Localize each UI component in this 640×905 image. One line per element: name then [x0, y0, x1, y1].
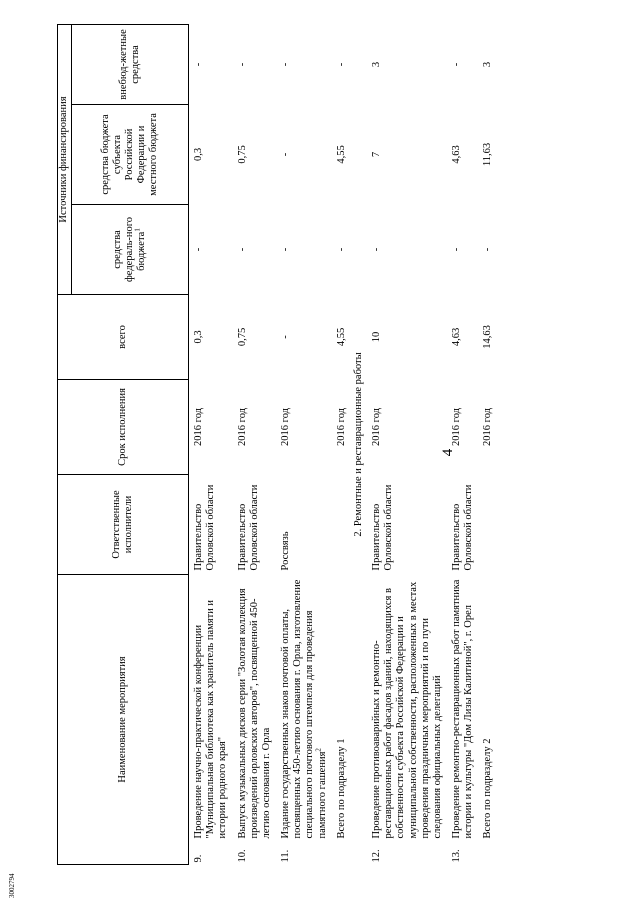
row-term: 2016 год [193, 408, 204, 446]
subtotal-total: 4,55 [335, 327, 347, 347]
header-term: Срок исполнения [58, 379, 189, 474]
row-offbudget: 3 [371, 61, 383, 68]
subtotal-federal: - [335, 247, 347, 252]
row-offbudget: - [451, 62, 463, 67]
row-name: Выпуск музыкальных дисков серии "Золотая коллекция произведений орловских авторов", посвященной 450-летию основания г. Орла [236, 588, 272, 839]
table-row [189, 24, 233, 864]
row-total: 4,63 [451, 327, 463, 347]
header-offbudget: внебюд-жетные средства [72, 24, 189, 104]
table-row [233, 24, 277, 864]
subtotal-regional: 4,55 [335, 145, 347, 164]
row-number: 13. [451, 849, 463, 863]
header-sources: Источники финансирования [58, 24, 72, 294]
section-title: 2. Ремонтные и реставрационные работы [352, 352, 364, 537]
subtotal-row [332, 24, 351, 864]
subtotal-regional: 11,63 [482, 142, 494, 167]
row-term: 2016 год [451, 408, 463, 446]
row-regional: 0,3 [193, 147, 204, 162]
subtotal-offbudget: 3 [482, 61, 494, 68]
table-row [276, 24, 332, 864]
subtotal-term: 2016 год [482, 408, 494, 446]
page-number: 4 [440, 448, 456, 457]
row-offbudget: - [193, 62, 204, 67]
row-number: 11. [280, 849, 292, 863]
row-federal: - [371, 247, 383, 252]
row-federal: - [236, 247, 248, 252]
row-term: 2016 год [280, 408, 292, 446]
subtotal-term: 2016 год [335, 408, 347, 446]
header-federal: средства федераль-ного бюджета$^1$ [72, 204, 189, 294]
subtotal-row [478, 24, 497, 864]
row-number: 12. [371, 849, 383, 863]
row-total: 10 [371, 331, 383, 343]
events-table [57, 24, 498, 865]
row-offbudget: - [236, 62, 248, 67]
row-regional: - [280, 152, 292, 157]
header-name: Наименование мероприятия [58, 574, 189, 864]
row-number: 9. [193, 854, 204, 863]
row-total: 0,3 [193, 330, 204, 344]
row-name: Проведение ремонтно-реставрационных работ памятника истории и культуры "Дом Лизы Калитиной", г. Орел [451, 579, 475, 839]
row-name: Издание государственных знаков почтовой оплаты, посвященных 450-летию основания г. Орла, изготовление специального почтового штемпеля для проведения памятного гашения$^2$ [280, 579, 328, 839]
header-executors: Ответственные исполнители [58, 474, 189, 574]
row-regional: 7 [371, 151, 383, 158]
row-term: 2016 год [236, 408, 248, 446]
row-name: Проведение противоаварийных и ремонтно-реставрационных работ фасадов зданий, находящихся в собственности субъекта Российской Федерации и муниципальной собственности, расположенных в местах проведения праздничных мероприятий и по пути следования официальных делегаций [371, 581, 443, 839]
row-executor: Правительство Орловской области [371, 484, 395, 571]
row-federal: - [280, 247, 292, 252]
table-row [447, 24, 478, 864]
header-regional: средства бюджета субъекта Российской Федерации и местного бюджета [72, 104, 189, 204]
row-name: Проведение научно-практической конференции "Муниципальная библиотека как хранитель памяти и истории родного края" [193, 599, 229, 839]
row-federal: - [193, 247, 204, 252]
subtotal-total: 14,63 [482, 325, 494, 349]
row-executor: Россвязь [280, 531, 292, 571]
row-number: 10. [236, 849, 248, 863]
row-total: - [280, 335, 292, 339]
row-total: 0,75 [236, 327, 248, 347]
subtotal-name: Всего по подразделу 1 [335, 738, 347, 839]
subtotal-federal: - [482, 247, 494, 252]
row-offbudget: - [280, 62, 292, 67]
subtotal-name: Всего по подразделу 2 [482, 738, 494, 839]
row-executor: Правительство Орловской области [236, 484, 260, 571]
table-row [367, 24, 447, 864]
row-executor: Правительство Орловской области [451, 484, 475, 571]
row-federal: - [451, 247, 463, 252]
header-total: всего [58, 294, 189, 379]
subtotal-offbudget: - [335, 62, 347, 67]
row-executor: Правительство Орловской области [193, 484, 217, 571]
row-term: 2016 год [371, 408, 383, 446]
document-code: 3002794 [8, 873, 16, 898]
row-regional: 4,63 [451, 145, 463, 164]
section-heading-row [351, 24, 367, 864]
row-regional: 0,75 [236, 145, 248, 164]
